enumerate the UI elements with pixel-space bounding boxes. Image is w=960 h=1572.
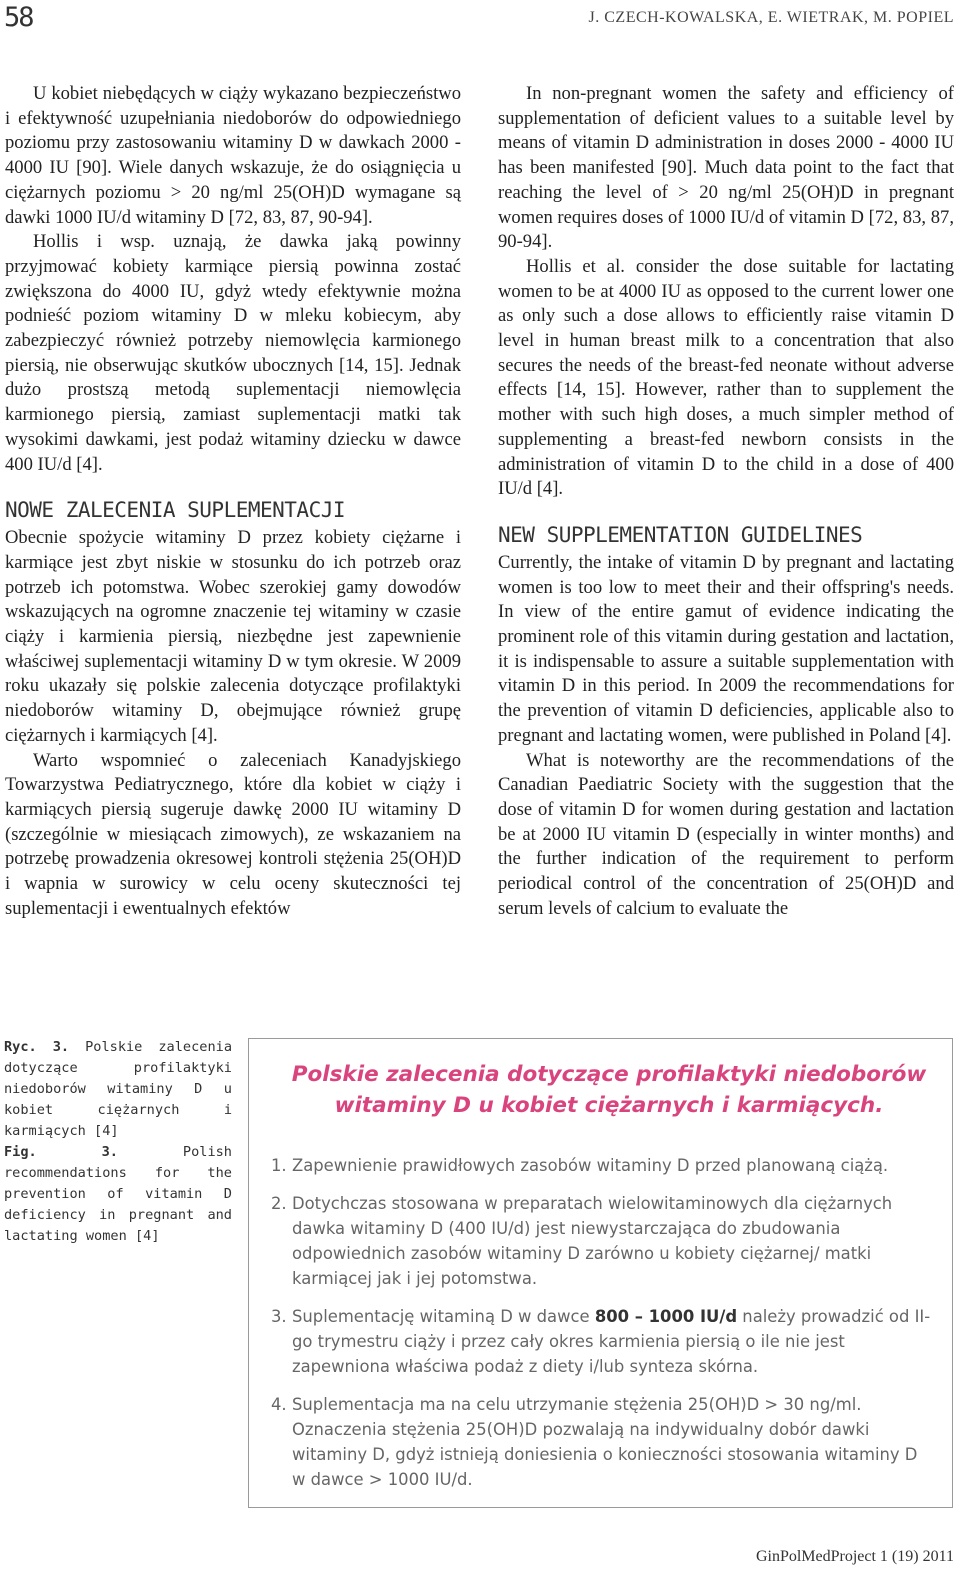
polish-paragraph-2: Hollis i wsp. uznają, że dawka jaką powinny przyjmować kobiety karmiące piersią powinna zostać zwiększona do 4000 IU, gdyż wtedy efektywnie można podnieść poziom witaminy D w mleku kobiecym, aby zabezpieczyć również potrzeby niemowlęcia karmionego piersią, nie obserwując skutków ubocznych [14, 15]. Jednak dużo prostszą metodą suplementacji niemowlęcia karmionego piersią, zamiast suplementacji matki tak wysokimi dawkami, jest podaż witaminy dziecku w dawce 400 IU/d [4]. bbox=[5, 231, 461, 475]
dose-highlight: 800 – 1000 IU/d bbox=[594, 1307, 738, 1326]
english-paragraph-4: What is noteworthy are the recommendations of the Canadian Paediatric Society with the suggestion that the dose of vitamin D for women during gestation and lactation be at 2000 IU vitamin D (especially in winter months) and the further indication of the requirement to perform periodical control of the concentration of 25(OH)D and serum levels of calcium to evaluate the bbox=[498, 749, 954, 919]
list-item-text: Zapewnienie prawidłowych zasobów witaminy D przed planowaną ciążą. bbox=[292, 1156, 889, 1175]
polish-paragraph-4: Warto wspomnieć o zaleceniach Kanadyjskiego Towarzystwa Pediatrycznego, które dla kobiet w ciąży i karmiących piersią sugeruje dawkę 2000 IU witaminy D (szczególnie w miesiącach zimowych), ze wskazaniem na potrzebę prowadzenia okresowej kontroli stężenia 25(OH)D i wapnia w surowicy w celu oceny skuteczności tej suplementacji i ewentualnych efektów bbox=[5, 749, 461, 919]
list-item-number: 4. bbox=[271, 1395, 287, 1414]
caption-english-label: Fig. 3. bbox=[4, 1144, 118, 1160]
english-column bbox=[498, 82, 954, 922]
page-number: 58 bbox=[4, 2, 33, 33]
english-paragraph-1: In non-pregnant women the safety and efficiency of supplementation of deficient values to a suitable level by means of vitamin D administration in doses 2000 - 4000 IU has been manifested [90]. Much data point to the fact that reaching the level of > 20 ng/ml 25(OH)D in pregnant women requires doses of 1000 IU/d of vitamin D [72, 83, 87, 90-94]. bbox=[498, 83, 954, 253]
list-item bbox=[271, 1191, 931, 1291]
polish-column bbox=[5, 82, 461, 922]
list-item-number: 2. bbox=[271, 1194, 287, 1213]
english-section-heading: NEW SUPPLEMENTATION GUIDELINES bbox=[498, 522, 863, 547]
list-item-text: Suplementacja ma na celu utrzymanie stężenia 25(OH)D > 30 ng/ml. Oznaczenia stężenia 25(OH)D pozwalają na indywidualny dobór dawki witaminy D, gdyż istnieją doniesienia o konieczności stosowania witaminy D w dawce > 1000 IU/d. bbox=[292, 1395, 918, 1489]
polish-paragraph-1: U kobiet niebędących w ciąży wykazano bezpieczeństwo i efektywność uzupełniania niedoborów do odpowiedniego poziomu przy zastosowaniu witaminy D w dawkach 2000 - 4000 IU [90]. Wiele danych wskazuje, że do osiągnięcia u ciężarnych poziomu > 20 ng/ml 25(OH)D wymagane są dawki 1000 IU/d witaminy D [72, 83, 87, 90-94]. bbox=[5, 83, 461, 228]
journal-footer: GinPolMedProject 1 (19) 2011 bbox=[755, 1548, 954, 1565]
list-item-number: 3. bbox=[271, 1307, 287, 1326]
recommendations-list bbox=[271, 1153, 931, 1505]
caption-english bbox=[4, 1142, 232, 1247]
list-item-number: 1. bbox=[271, 1156, 287, 1175]
list-item bbox=[271, 1153, 931, 1178]
caption-english-text: Polish recommendations for the prevention of vitamin D deficiency in pregnant and lactating women [4] bbox=[4, 1144, 232, 1244]
figure-caption bbox=[4, 1037, 232, 1247]
polish-section-heading: NOWE ZALECENIA SUPLEMENTACJI bbox=[5, 498, 346, 523]
polish-paragraph-3: Obecnie spożycie witaminy D przez kobiety ciężarne i karmiące jest zbyt niskie w stosunku do ich potrzeb oraz potrzeb ich potomstwa. Wobec szerokiej gamy dowodów wskazujących na ogromne znaczenie tej witaminy w czasie ciąży i karmienia piersią, niezbędne jest zapewnienie właściwej suplementacji witaminy D w tym okresie. W 2009 roku ukazały się polskie zalecenia dotyczące profilaktyki niedoborów witaminy D, obejmujące również grupę ciężarnych i karmiących [4]. bbox=[5, 527, 461, 746]
caption-polish-text: Polskie zalecenia dotyczące profilaktyki niedoborów witaminy D u kobiet ciężarnych i karmiących [4] bbox=[4, 1039, 232, 1139]
list-item-text-post: należy prowadzić od II-go trymestru ciąży i przez cały okres karmienia piersią o ile nie jest zapewniona właściwa podaż z diety i/lub synteza skórna. bbox=[292, 1307, 931, 1376]
caption-polish-label: Ryc. 3. bbox=[4, 1039, 70, 1055]
list-item bbox=[271, 1304, 931, 1379]
list-item-text: Dotychczas stosowana w preparatach wielowitaminowych dla ciężarnych dawka witaminy D (400 IU/d) jest niewystarczająca do zbudowania odpowiednich zasobów witaminy D zarówno u kobiety ciężarnej/ matki karmiącej jak i jej potomstwa. bbox=[292, 1194, 893, 1288]
english-paragraph-2: Hollis et al. consider the dose suitable for lactating women to be at 4000 IU as opposed to the current lower one as only such a dose allows to efficiently raise vitamin D level in human breast milk to a concentration that also secures the needs of the breast-fed neonate without adverse effects [14, 15]. However, rather than to supplement the mother with such high doses, a much simpler method of supplementing a breast-fed newborn consists in the administration of vitamin D to the child in a dose of 400 IU/d [4]. bbox=[498, 255, 954, 500]
english-paragraph-3: Currently, the intake of vitamin D by pregnant and lactating women is too low to meet their and their offspring's needs. In view of the entire gamut of evidence indicating the prominent role of this vitamin during gestation and lactation, it is indispensable to assure a suitable supplementation with vitamin D in this period. In 2009 the recommendations for the prevention of vitamin D deficiencies, applicable also to pregnant and lactating women, were published in Poland [4]. bbox=[498, 551, 954, 746]
caption-polish bbox=[4, 1037, 232, 1142]
list-item-text-pre: Suplementację witaminą D w dawce bbox=[292, 1307, 595, 1326]
running-head: J. CZECH-KOWALSKA, E. WIETRAK, M. POPIEL bbox=[588, 9, 954, 26]
figure-title: Polskie zalecenia dotyczące profilaktyki niedoborów witaminy D u kobiet ciężarnych i karmiących. bbox=[291, 1062, 927, 1118]
list-item bbox=[271, 1392, 931, 1492]
figure-recommendations-box bbox=[248, 1038, 953, 1508]
